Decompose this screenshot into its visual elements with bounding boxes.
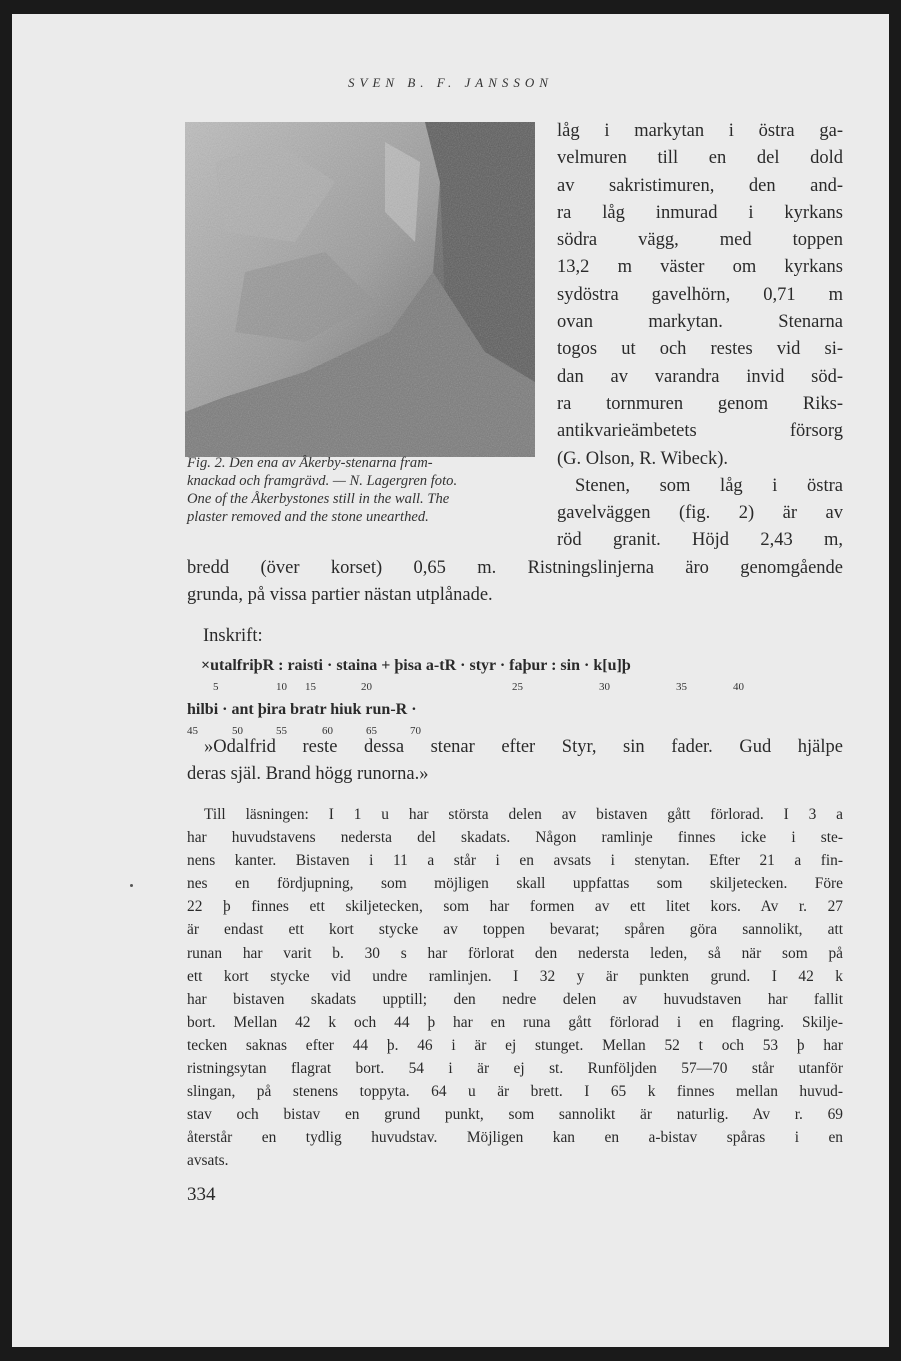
inscription-label: Inskrift: [203,626,263,646]
rune-number: 10 [276,681,287,693]
text-line: ovan markytan. Stenarna [557,312,843,333]
caption-line: plaster removed and the stone unearthed. [187,509,429,525]
text-line: deras själ. Brand högg runorna.» [187,764,429,785]
text-line: ristningsytan flagrat bort. 54 i är ej st. Runföljden 57—70 står utanför [187,1060,843,1078]
rune-number: 30 [599,681,610,693]
inscription-line-1: ×utalfriþR : raisti · staina + þisa a-tR · styr · faþur : sin · k[u]þ [201,657,631,674]
text-line: låg i markytan i östra ga- [557,121,843,141]
text-line: återstår en tydlig huvudstav. Möjligen kan en a-bistav spåras i en [187,1129,843,1147]
document-page [12,14,889,1347]
text-line: har huvudstavens nedersta del skadats. Någon ramlinje finnes icke i ste- [187,829,843,847]
text-line: nes en fördjupning, som möjligen skall uppfattas som skiljetecken. Före [187,875,843,893]
text-line: slingan, på stenens toppyta. 64 u är brett. I 65 k finnes mellan huvud- [187,1083,843,1101]
figure-caption [187,454,537,526]
text-line: velmuren till en del dold [557,148,843,169]
text-line: 13,2 m väster om kyrkans [557,257,843,278]
text-line: tecken saknas efter 44 þ. 46 i är ej stunget. Mellan 52 t och 53 þ har [187,1036,843,1054]
rune-number: 25 [512,681,523,693]
text-line: ett kort stycke vid undre ramlinjen. I 32 y är punkten grund. I 42 k [187,967,843,985]
text-line: ra tornmuren genom Riks- [557,393,843,414]
page-number: 334 [187,1184,216,1205]
text-line: bort. Mellan 42 k och 44 þ har en runa gått förlorad i en flagring. Skilje- [187,1013,843,1031]
text-line: avsats. [187,1152,229,1170]
running-head: SVEN B. F. JANSSON [348,75,553,90]
rune-number: 60 [322,725,333,737]
rune-number: 5 [213,681,219,693]
text-line: stav och bistav en grund punkt, som sannolikt är naturlig. Av r. 69 [187,1106,843,1124]
runestone-photo-image [185,122,535,457]
caption-line: knackad och framgrävd. — N. Lagergren foto. [187,473,458,489]
text-line: södra vägg, med toppen [557,230,843,251]
commentary [187,803,843,1173]
text-line: grunda, på vissa partier nästan utplånade. [187,585,493,606]
text-line: har bistaven skadats upptill; den nedre delen av huvudstaven har fallit [187,990,843,1008]
text-line: ra låg inmurad i kyrkans [557,202,843,223]
text-line: Till läsningen: I 1 u har största delen av bistaven gått förlorad. I 3 a [204,806,843,823]
text-line: runan har varit b. 30 s har förlorat den nedersta leden, så när som på [187,944,843,962]
caption-line: One of the Åkerbystones still in the wall. The [187,491,450,507]
text-line: gavelväggen (fig. 2) är av [557,503,843,524]
inscription-line-2: hilbi · ant þira bratr hiuk run-R · [187,701,417,718]
rune-number: 65 [366,725,377,737]
text-line: 22 þ finnes ett skiljetecken, som har formen av ett litet kors. Av r. 27 [187,898,843,916]
text-line: är endast ett kort stycke av toppen bevarat; spåren göra sannolikt, att [187,921,843,939]
text-line: röd granit. Höjd 2,43 m, [557,530,843,551]
right-column-text [557,118,843,555]
text-line: bredd (över korset) 0,65 m. Ristningslinjerna äro genomgående [187,558,843,578]
rune-number: 35 [676,681,687,693]
text-line: togos ut och restes vid si- [557,339,843,360]
translation [187,734,843,789]
text-line: dan av varandra invid söd- [557,366,843,387]
caption-line: Fig. 2. Den ena av Åkerby-stenarna fram- [187,455,433,471]
text-line: sydöstra gavelhörn, 0,71 m [557,284,843,305]
body-paragraph-continuation [187,555,843,610]
figure-photo [185,122,535,457]
text-line: (G. Olson, R. Wibeck). [557,448,729,469]
rune-number: 20 [361,681,372,693]
text-line: nens kanter. Bistaven i 11 a står i en avsats i stenytan. Efter 21 a fin- [187,852,843,870]
text-line: »Odalfrid reste dessa stenar efter Styr, sin fader. Gud hjälpe [204,737,843,757]
text-line: Stenen, som låg i östra [575,475,843,496]
rune-number: 45 [187,725,198,737]
print-speck [130,884,133,887]
rune-number: 40 [733,681,744,693]
rune-number: 15 [305,681,316,693]
rune-number: 55 [276,725,287,737]
rune-number: 50 [232,725,243,737]
text-line: av sakristimuren, den and- [557,175,843,196]
rune-number: 70 [410,725,421,737]
text-line: antikvarieämbetets försorg [557,421,843,442]
